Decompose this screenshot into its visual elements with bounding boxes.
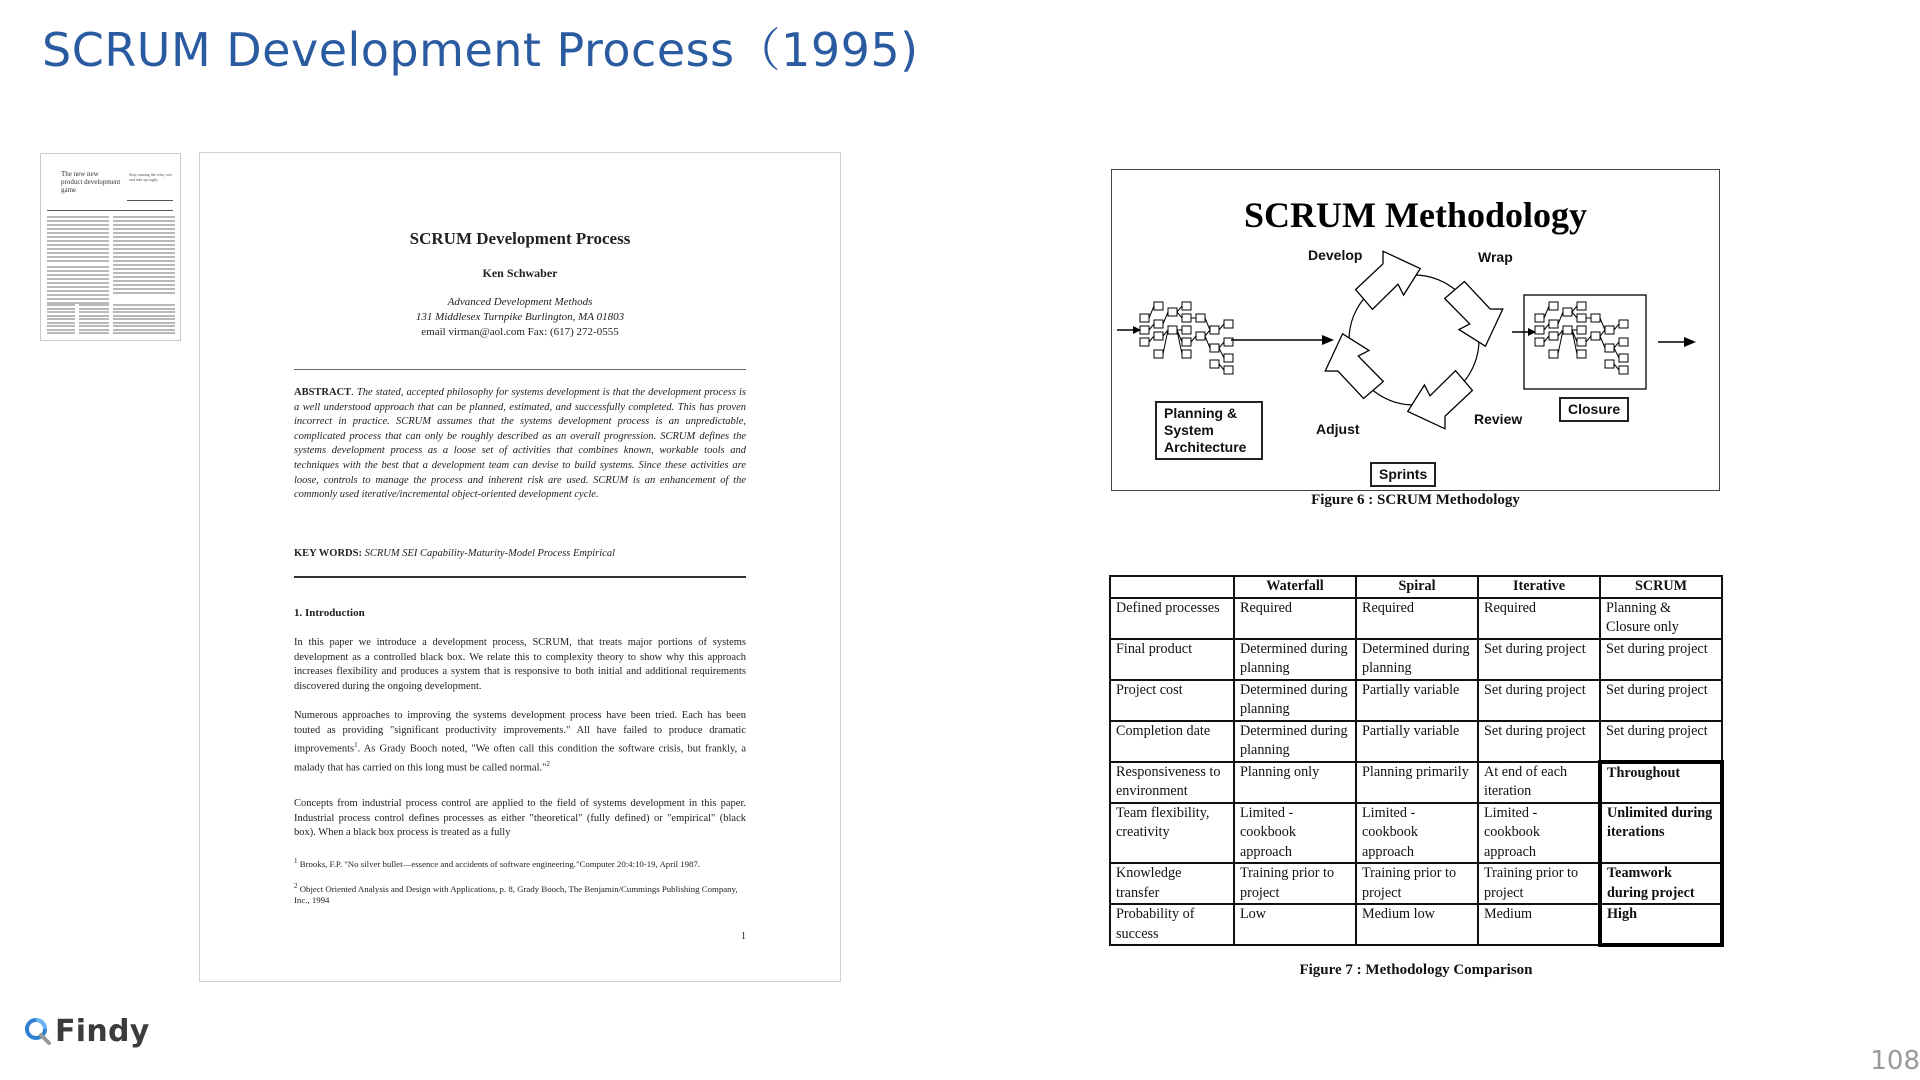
table-cell: Partially variable [1356, 721, 1478, 762]
thumbnail-text-line [113, 244, 175, 246]
footnote-ref: 1 [354, 741, 358, 750]
paper-address: 131 Middlesex Turnpike Burlington, MA 01803 [415, 311, 625, 323]
table-cell: Required [1478, 598, 1600, 639]
thumbnail-text-line [47, 220, 109, 222]
thumbnail-text-line [47, 270, 109, 272]
table-header-cell: Spiral [1356, 576, 1478, 598]
slide-page-number: 108 [1870, 1046, 1920, 1076]
footnote-1-text: Brooks, F.P. "No silver bullet—essence and accidents of software engineering."Computer 20:4:10-19, April 1987. [297, 858, 701, 869]
table-row [1110, 680, 1722, 721]
findy-logo [24, 1013, 150, 1049]
thumbnail-text-line [113, 248, 175, 250]
thumbnail-text-line [113, 236, 175, 238]
thumbnail-text-line [79, 304, 109, 306]
thumbnail-text-line [47, 325, 75, 327]
thumbnail-text-line [47, 210, 173, 211]
thumbnail-text-line [113, 216, 175, 218]
paper-page-number: 1 [741, 931, 746, 942]
thumbnail-text-line [79, 322, 109, 324]
table-row [1110, 762, 1722, 803]
planning-architecture-box: Planning & System Architecture [1155, 401, 1263, 460]
thumbnail-text-line [113, 280, 175, 282]
table-row [1110, 803, 1722, 864]
thumbnail-text-line [47, 260, 109, 262]
thumbnail-subtitle: Stop running the relay race and take up rugby [129, 172, 173, 182]
paragraph-2-text: Numerous approaches to improving the systems development process have been tried. Each has been touted as providing "significant productivity improvements." All have failed to produce dramatic improvements [294, 710, 746, 755]
thumbnail-text-line [47, 294, 109, 296]
paper-contact: email virman@aol.com Fax: (617) 272-0555 [421, 326, 619, 338]
thumbnail-text-line [113, 329, 175, 331]
table-cell: Training prior to project [1356, 863, 1478, 904]
figure6-title: SCRUM Methodology [1244, 195, 1587, 235]
thumbnail-text-line [47, 315, 75, 317]
thumbnail-text-line [47, 216, 109, 218]
closure-box: Closure [1559, 397, 1629, 422]
table-cell: Determined during planning [1356, 639, 1478, 680]
thumbnail-text-line [113, 240, 175, 242]
paper-org: Advanced Development Methods [447, 296, 593, 308]
table-cell: Planning primarily [1356, 762, 1478, 803]
methodology-comparison-table [1109, 575, 1724, 947]
thumbnail-text-line [47, 286, 109, 288]
thumbnail-text-line [113, 332, 175, 334]
table-cell: Unlimited during iterations [1600, 803, 1722, 864]
thumbnail-text-line [113, 292, 175, 294]
thumbnail-text-line [113, 272, 175, 274]
thumbnail-text-line [47, 304, 75, 306]
table-cell: Training prior to project [1234, 863, 1356, 904]
thumbnail-text-line [113, 315, 175, 317]
keywords-label: KEY WORDS: [294, 548, 362, 559]
table-header-row [1110, 576, 1722, 598]
thumbnail-text-line [113, 256, 175, 258]
thumbnail-text-line [47, 240, 109, 242]
paragraph-1: In this paper we introduce a development process, SCRUM, that treats major portions of systems development as a controlled black box. We relate this to complexity theory to show why this approach increases flexibility and produces a system that is responsive to both initial and additional requirements discovered during the ongoing development. [294, 637, 746, 692]
closure-task-tree-icon [1524, 295, 1646, 389]
table-cell: Planning only [1234, 762, 1356, 803]
paragraph-2 [294, 709, 746, 776]
thumbnail-text-line [47, 244, 109, 246]
thumbnail-text-line [47, 274, 109, 276]
thumbnail-text-line [113, 228, 175, 230]
section-heading: 1. Introduction [294, 607, 365, 619]
table-cell: At end of each iteration [1478, 762, 1600, 803]
thumbnail-text-line [47, 329, 75, 331]
abstract-text: . The stated, accepted philosophy for systems development is that the development process is a well understood approach that can be planned, estimated, and successfully completed. This has proven incorrect in practice. SCRUM assumes that the systems development process is an unpredictable, complicated process that can only be roughly described as an overall progression. SCRUM defines the systems development process as a loose set of activities that combines known, workable tools and techniques with the best that a development team can devise to build systems. Since these activities are loose, controls to manage the process and inherent risk are used. SCRUM is an enhancement of the commonly used iterative/incremental object-oriented development cycle. [294, 387, 746, 501]
thumbnail-text-line [113, 304, 175, 306]
findy-logo-icon [24, 1017, 52, 1045]
table-cell: Partially variable [1356, 680, 1478, 721]
paper-title: SCRUM Development Process [409, 229, 631, 248]
paper-thumbnail [40, 153, 181, 341]
thumbnail-text-line [113, 325, 175, 327]
row-label-cell: Knowledge transfer [1110, 863, 1234, 904]
thumbnail-text-line [113, 311, 175, 313]
thumbnail-text-line [79, 332, 109, 334]
table-header-cell: Iterative [1478, 576, 1600, 598]
divider [294, 369, 746, 370]
paper-author: Ken Schwaber [482, 266, 558, 280]
thumbnail-text-line [47, 308, 75, 310]
footnote-mark: 2 [294, 882, 298, 890]
keywords-text: SCRUM SEI Capability-Maturity-Model Process Empirical [361, 548, 615, 559]
table-cell: Low [1234, 904, 1356, 945]
planning-task-tree-icon [1140, 302, 1233, 374]
thumbnail-text-line [79, 318, 109, 320]
table-cell: Planning & Closure only [1600, 598, 1722, 639]
table-cell: Set during project [1478, 721, 1600, 762]
review-label: Review [1474, 411, 1523, 427]
thumbnail-text-line [113, 288, 175, 290]
thumbnail-text-line [47, 248, 109, 250]
paragraph-2-text-b: . As Grady Booch noted, "We often call this condition the software crisis, but frankly, a malady that has carried on this long must be called normal." [294, 743, 746, 774]
table-row [1110, 863, 1722, 904]
thumbnail-text-line [47, 224, 109, 226]
thumbnail-text-line [79, 311, 109, 313]
thumbnail-text-line [47, 298, 109, 300]
slide-title: SCRUM Development Process（1995) [42, 23, 919, 77]
table-cell: Medium low [1356, 904, 1478, 945]
thumbnail-text-line [113, 284, 175, 286]
divider [294, 576, 746, 578]
table-cell: Determined during planning [1234, 680, 1356, 721]
thumbnail-text-line [113, 260, 175, 262]
thumbnail-text-line [113, 268, 175, 270]
table-cell: Medium [1478, 904, 1600, 945]
thumbnail-text-line [47, 228, 109, 230]
paragraph-3: Concepts from industrial process control are applied to the field of systems development in this paper. Industrial process control defines processes as either "theoretical" (fully defined) or "empirical" (black box). When a black box process is treated as a fully [294, 798, 746, 839]
table-cell: Required [1356, 598, 1478, 639]
thumbnail-text-line [47, 232, 109, 234]
table-cell: High [1600, 904, 1722, 945]
row-label-cell: Responsiveness to environment [1110, 762, 1234, 803]
sprint-cycle-icon [1316, 242, 1512, 438]
thumbnail-text-line [47, 266, 109, 268]
table-cell: Throughout [1600, 762, 1722, 803]
thumbnail-text-line [47, 318, 75, 320]
thumbnail-text-line [47, 252, 109, 254]
footnote-1 [294, 856, 746, 870]
table-cell: Determined during planning [1234, 639, 1356, 680]
thumbnail-text-line [79, 329, 109, 331]
table-row [1110, 639, 1722, 680]
thumbnail-text-line [79, 315, 109, 317]
thumbnail-text-line [113, 308, 175, 310]
paper-abstract [294, 386, 746, 503]
abstract-label: ABSTRACT [294, 387, 352, 398]
thumbnail-text-line [127, 200, 173, 201]
sprints-box: Sprints [1370, 462, 1436, 487]
thumbnail-text-line [113, 224, 175, 226]
row-label-cell: Team flexibility, creativity [1110, 803, 1234, 864]
table-cell: Determined during planning [1234, 721, 1356, 762]
table-cell: Training prior to project [1478, 863, 1600, 904]
thumbnail-text-line [113, 276, 175, 278]
thumbnail-text-line [79, 308, 109, 310]
paper-affiliation [200, 295, 840, 340]
table-cell: Set during project [1478, 680, 1600, 721]
table-cell: Teamwork during project [1600, 863, 1722, 904]
row-label-cell: Completion date [1110, 721, 1234, 762]
table-cell: Set during project [1478, 639, 1600, 680]
footnote-ref: 2 [546, 760, 550, 769]
scrum-methodology-figure [1111, 169, 1720, 491]
figure7-caption: Figure 7 : Methodology Comparison [1299, 962, 1533, 978]
thumbnail-text-line [113, 220, 175, 222]
thumbnail-title: The new new product development game [61, 170, 121, 194]
thumbnail-text-line [113, 322, 175, 324]
footnote-mark: 1 [294, 857, 298, 865]
thumbnail-text-line [113, 252, 175, 254]
adjust-label: Adjust [1316, 421, 1360, 437]
paper-page [199, 152, 841, 982]
table-header-cell [1110, 576, 1234, 598]
table-row [1110, 598, 1722, 639]
figure6-caption: Figure 6 : SCRUM Methodology [1311, 492, 1520, 508]
table-cell: Set during project [1600, 721, 1722, 762]
thumbnail-text-line [47, 278, 109, 280]
row-label-cell: Defined processes [1110, 598, 1234, 639]
thumbnail-text-line [47, 290, 109, 292]
table-cell: Limited - cookbook approach [1234, 803, 1356, 864]
thumbnail-text-line [47, 236, 109, 238]
table-header-cell: Waterfall [1234, 576, 1356, 598]
row-label-cell: Probability of success [1110, 904, 1234, 945]
thumbnail-text-line [113, 318, 175, 320]
develop-label: Develop [1308, 247, 1363, 263]
footnote-2 [294, 881, 746, 907]
table-cell: Set during project [1600, 639, 1722, 680]
thumbnail-text-line [113, 264, 175, 266]
table-row [1110, 721, 1722, 762]
table-row [1110, 904, 1722, 945]
paper-keywords [294, 548, 746, 559]
row-label-cell: Project cost [1110, 680, 1234, 721]
thumbnail-text-line [47, 332, 75, 334]
thumbnail-text-line [47, 311, 75, 313]
thumbnail-text-line [47, 322, 75, 324]
row-label-cell: Final product [1110, 639, 1234, 680]
logo-text: Findy [55, 1013, 150, 1049]
table-cell: Required [1234, 598, 1356, 639]
thumbnail-text-line [113, 232, 175, 234]
table-cell: Set during project [1600, 680, 1722, 721]
table-header-cell: SCRUM [1600, 576, 1722, 598]
thumbnail-text-line [79, 325, 109, 327]
footnote-2-text: Object Oriented Analysis and Design with Applications, p. 8, Grady Booch, The Benjamin/Cummings Publishing Company, Inc., 1994 [294, 883, 738, 906]
table-cell: Limited - cookbook approach [1478, 803, 1600, 864]
table-cell: Limited - cookbook approach [1356, 803, 1478, 864]
thumbnail-text-line [47, 282, 109, 284]
wrap-label: Wrap [1478, 249, 1513, 265]
thumbnail-text-line [47, 256, 109, 258]
